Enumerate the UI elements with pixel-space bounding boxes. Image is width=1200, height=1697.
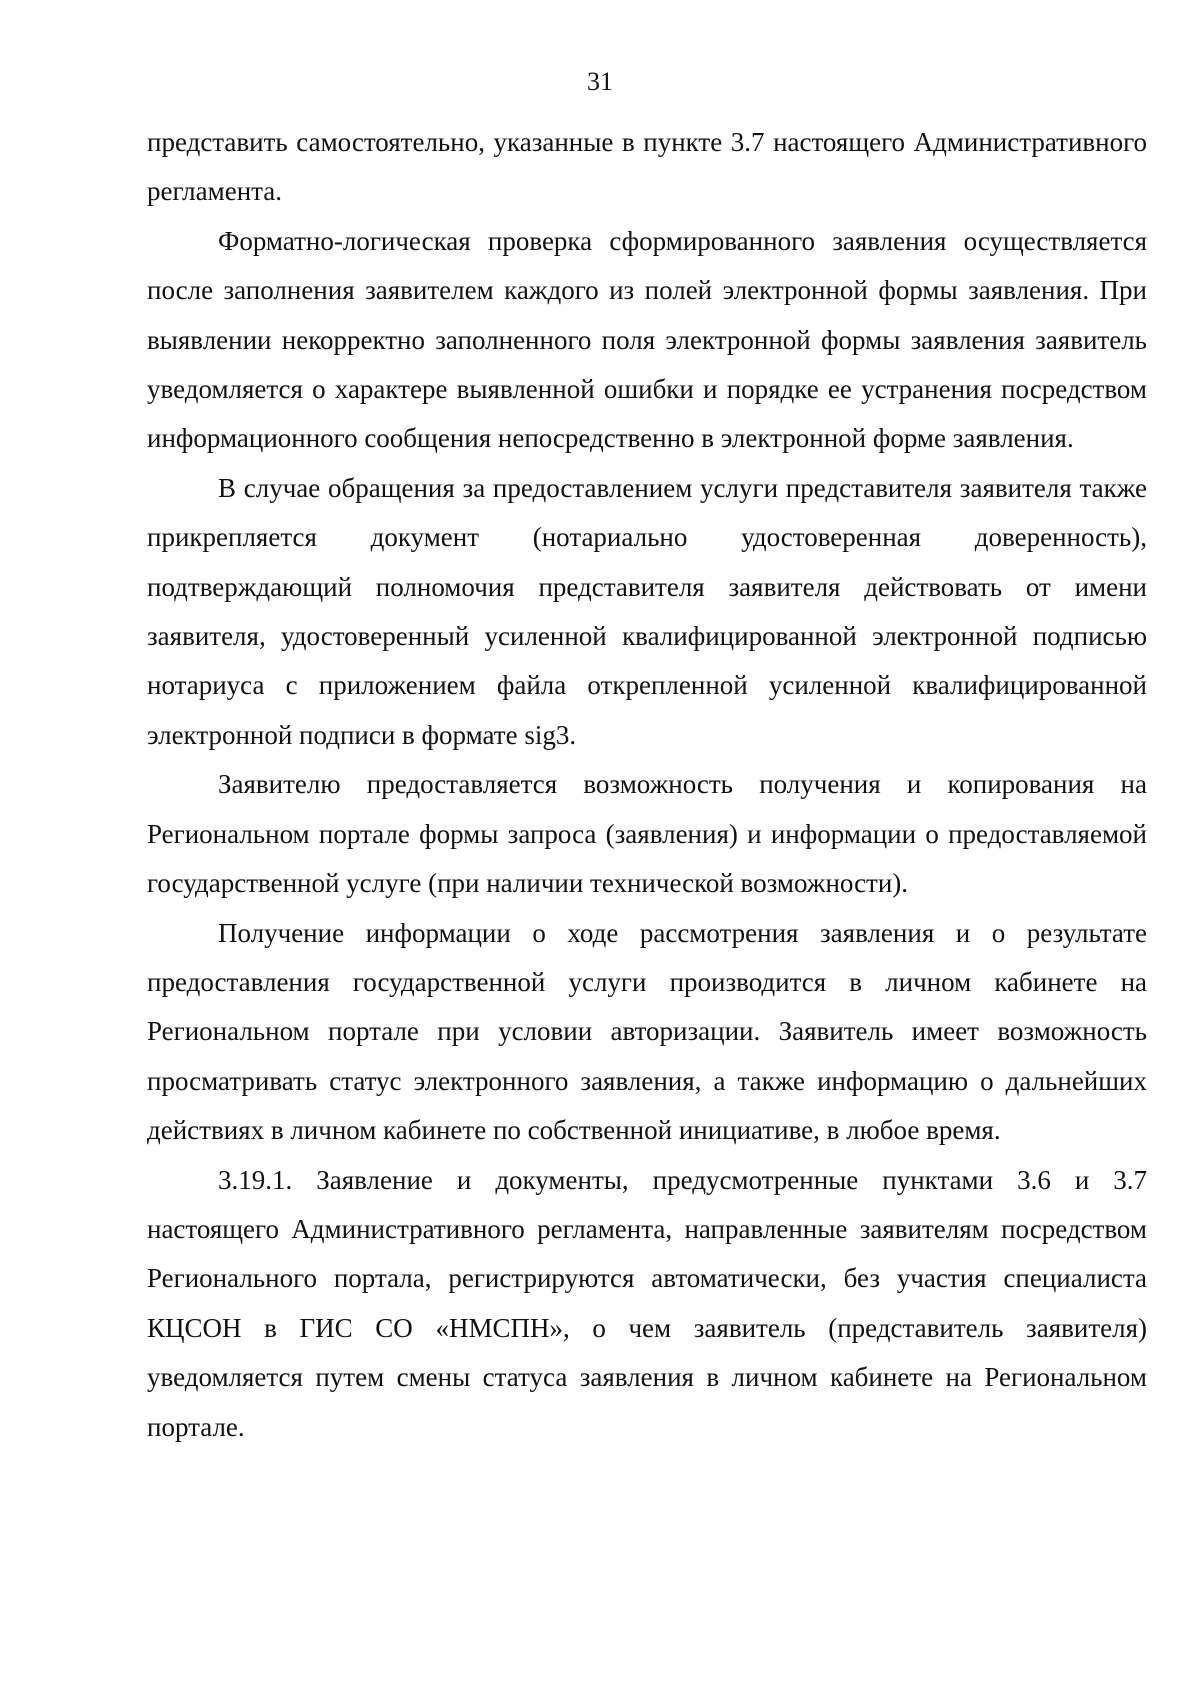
- paragraph-continuation: представить самостоятельно, указанные в пункте 3.7 настоящего Административного регламента.: [147, 127, 1147, 207]
- paragraph-status-info: Получение информации о ходе рассмотрения заявления и о результате предоставления государственной услуги производится в личном кабинете на Региональном портале при условии авторизации. Заявитель имеет возможность просматривать статус электронного заявления, а также информацию о дальнейших действиях в личном кабинете по собственной инициативе, в любое время.: [147, 917, 1147, 1146]
- page-number: 31: [587, 67, 613, 96]
- document-body: [147, 118, 1147, 1452]
- paragraph-copy-form: Заявителю предоставляется возможность получения и копирования на Региональном портале формы запроса (заявления) и информации о предоставляемой государственной услуге (при наличии технической возможности).: [147, 769, 1147, 899]
- paragraph-representative: В случае обращения за предоставлением услуги представителя заявителя также прикрепляется документ (нотариально удостоверенная доверенность), подтверждающий полномочия представителя заявителя действовать от имени заявителя, удостоверенный усиленной квалифицированной электронной подписью нотариуса с приложением файла открепленной усиленной квалифицированной электронной подписи в формате sig3.: [147, 472, 1147, 750]
- paragraph-section-3-19-1: 3.19.1. Заявление и документы, предусмотренные пунктами 3.6 и 3.7 настоящего Административного регламента, направленные заявителям посредством Регионального портала, регистрируются автоматически, без участия специалиста КЦСОН в ГИС СО «НМСПН», о чем заявитель (представитель заявителя) уведомляется путем смены статуса заявления в личном кабинете на Региональном портале.: [147, 1164, 1147, 1442]
- paragraph-format-check: Форматно-логическая проверка сформированного заявления осуществляется после заполнения заявителем каждого из полей электронной формы заявления. При выявлении некорректно заполненного поля электронной формы заявления заявитель уведомляется о характере выявленной ошибки и порядке ее устранения посредством информационного сообщения непосредственно в электронной форме заявления.: [147, 225, 1147, 454]
